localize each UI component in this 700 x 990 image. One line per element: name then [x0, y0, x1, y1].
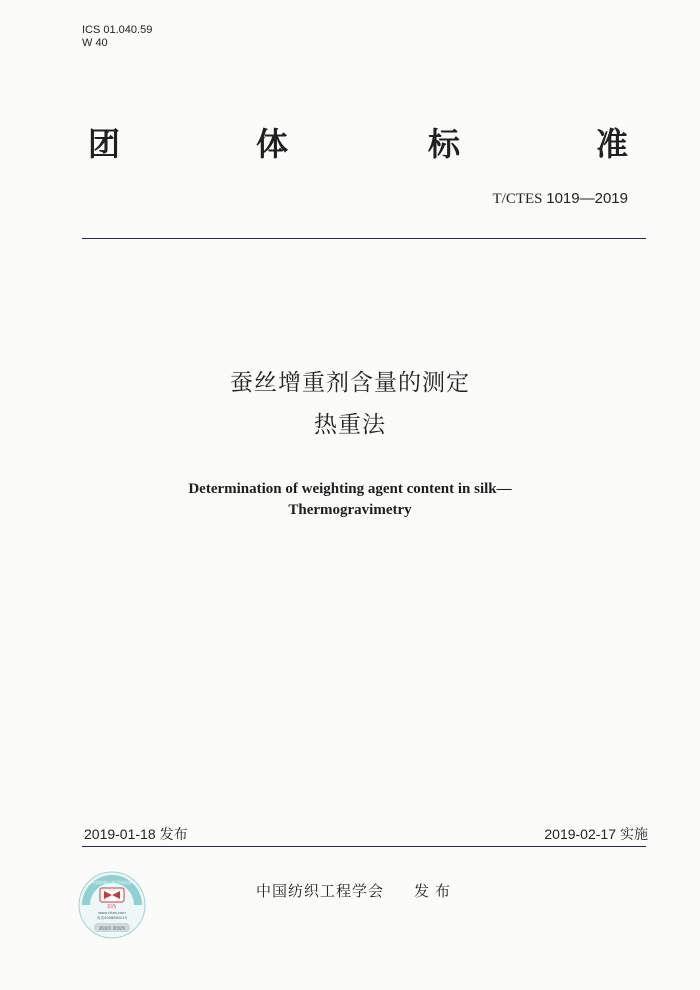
standard-number-code: T/CTES [492, 191, 543, 207]
anti-counterfeit-sticker [78, 871, 146, 939]
issue-date-value: 2019-01-18 [84, 826, 156, 842]
category-code: W 40 [82, 37, 108, 49]
standard-number [492, 190, 628, 208]
chinese-title-line-1: 蚕丝增重剂含量的测定 [230, 370, 470, 396]
implementation-date-value: 2019-02-17 [544, 826, 616, 842]
issue-date-label: 发布 [159, 827, 188, 843]
chinese-title [0, 366, 700, 442]
sticker-site: www.cttes.com [98, 911, 126, 915]
publisher-line [256, 880, 456, 901]
sticker-footer: 刮涂层 查真伪 [98, 925, 126, 931]
sticker-ring-text: 中国纺织工程学会标准 [92, 880, 132, 885]
publisher-name: 中国纺织工程学会 [256, 882, 385, 900]
publisher-action: 发布 [414, 882, 457, 900]
standard-type-title [88, 122, 648, 166]
issue-date [84, 824, 188, 844]
title-char-3: 标 [428, 125, 461, 163]
chinese-title-line-2: 热重法 [314, 412, 386, 438]
english-title-line-2: Thermogravimetry [288, 502, 412, 518]
title-char-1: 团 [88, 125, 121, 163]
implementation-date-label: 实施 [620, 827, 648, 843]
english-title-line-1: Determination of weighting agent content in silk— [188, 481, 512, 497]
sticker-logo-text: 防伪 [107, 905, 117, 910]
classification-codes [82, 24, 152, 50]
ics-code: ICS 01.040.59 [82, 24, 153, 36]
title-char-2: 体 [256, 125, 289, 163]
english-title [0, 479, 700, 521]
implementation-date [544, 824, 648, 844]
top-divider [82, 238, 646, 239]
standard-number-year: 1019—2019 [546, 190, 628, 207]
bottom-divider [82, 846, 646, 847]
title-char-4: 准 [596, 125, 629, 163]
sticker-phone: 电话4008882015 [96, 916, 128, 920]
